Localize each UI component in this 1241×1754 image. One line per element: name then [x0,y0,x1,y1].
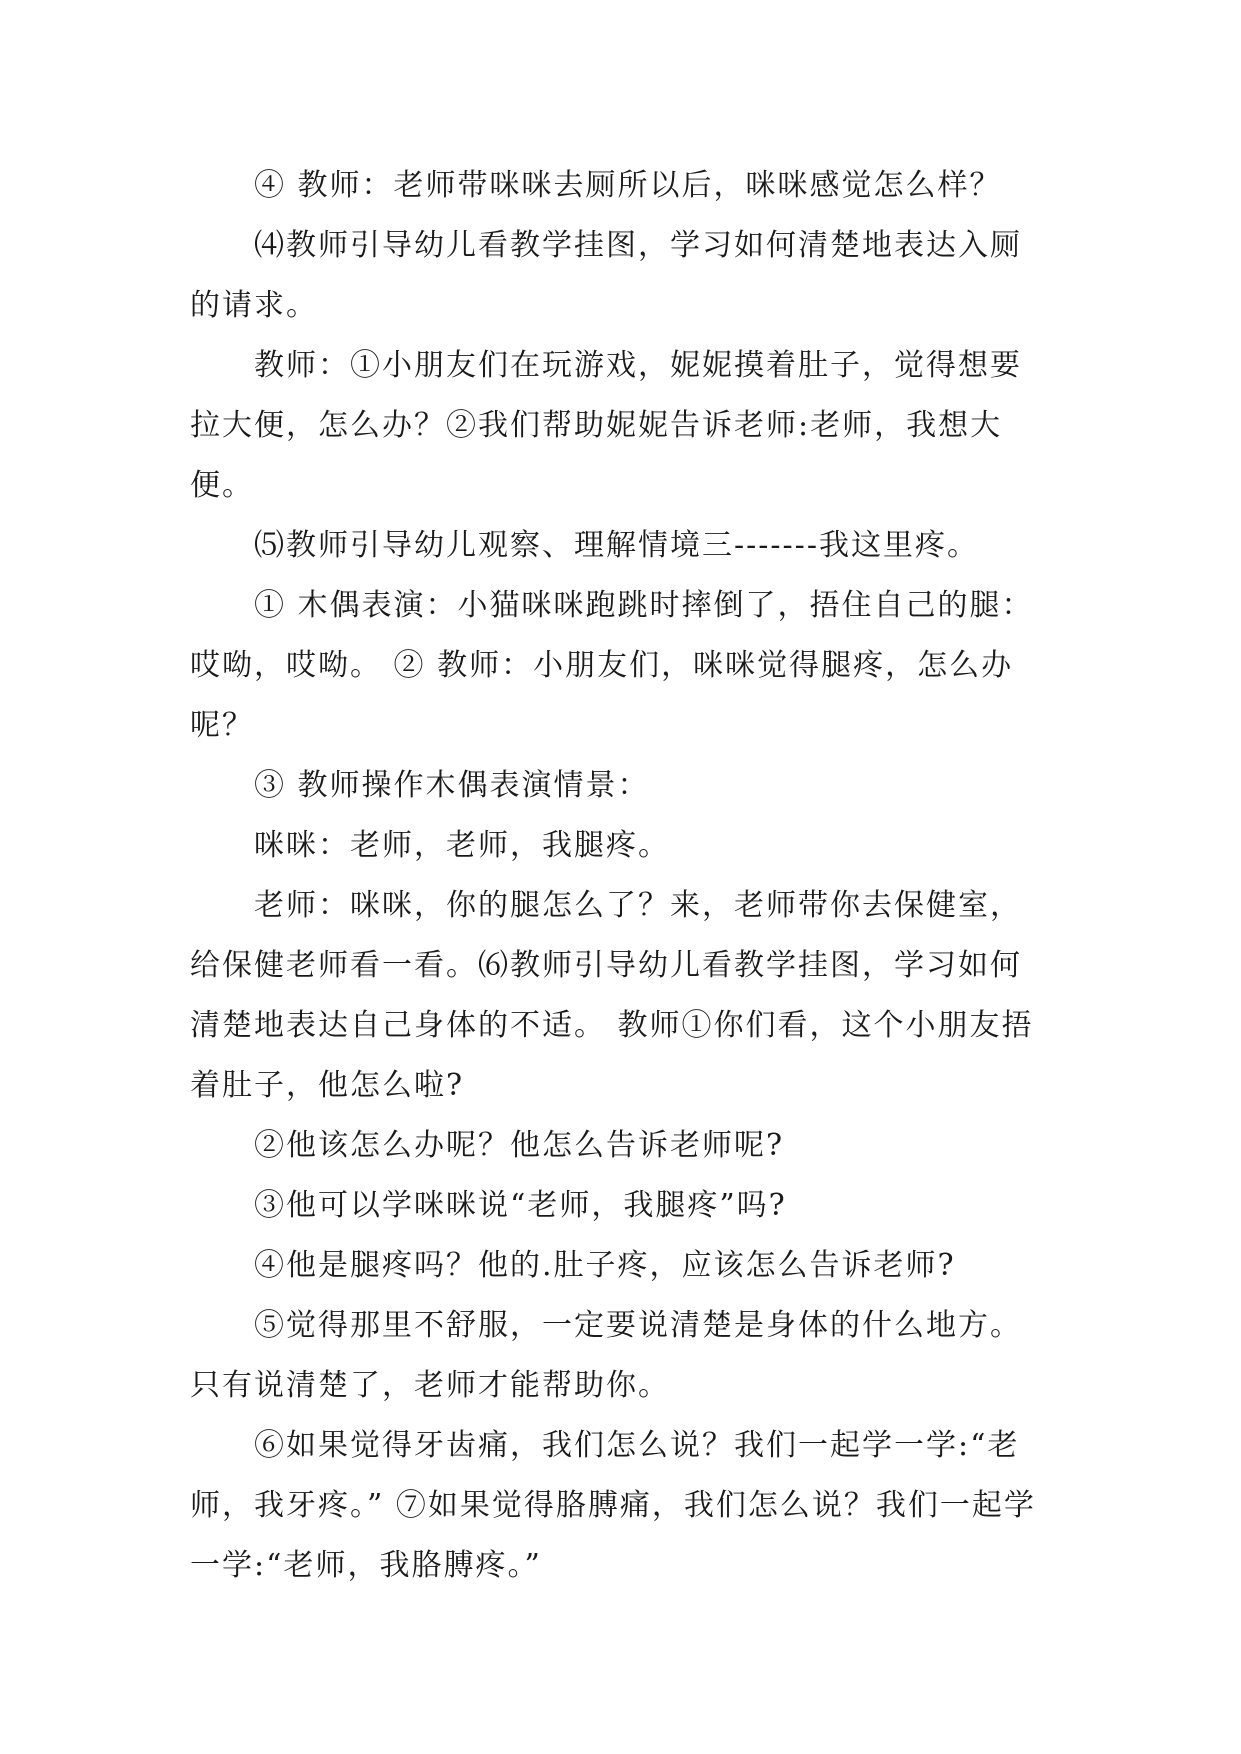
paragraph-13: ⑥如果觉得牙齿痛，我们怎么说？我们一起学一学:“老师，我牙疼。” ⑦如果觉得胳膊痛，我们怎么说？我们一起学一学:“老师，我胳膊疼。” [190,1428,1036,1583]
paragraph-4: ⑸教师引导幼儿观察、理解情境三-------我这里疼。 [254,528,979,563]
paragraph-3: 教师：①小朋友们在玩游戏，妮妮摸着肚子，觉得想要拉大便，怎么办？②我们帮助妮妮告诉老师:老师，我想大便。 [190,348,1022,503]
paragraph-2: ⑷教师引导幼儿看教学挂图，学习如何清楚地表达入厕的请求。 [190,228,1022,323]
paragraph-6: ③ 教师操作木偶表演情景： [254,768,650,803]
paragraph-8: 老师：咪咪，你的腿怎么了？来，老师带你去保健室，给保健老师看一看。⑹教师引导幼儿看教学挂图，学习如何清楚地表达自己身体的不适。 教师①你们看，这个小朋友捂着肚子，他怎么啦? [190,888,1034,1103]
paragraph-7: 咪咪：老师，老师，我腿疼。 [254,828,670,863]
paragraph-10: ③他可以学咪咪说“老师，我腿疼”吗? [254,1188,787,1223]
paragraph-5: ① 木偶表演：小猫咪咪跑跳时摔倒了，捂住自己的腿：哎呦，哎呦。 ② 教师：小朋友们，咪咪觉得腿疼，怎么办呢？ [190,588,1034,743]
paragraph-12: ⑤觉得那里不舒服，一定要说清楚是身体的什么地方。只有说清楚了，老师才能帮助你。 [190,1308,1022,1403]
paragraph-1: ④ 教师：老师带咪咪去厕所以后，咪咪感觉怎么样？ [254,168,1002,203]
paragraph-11: ④他是腿疼吗？他的.肚子疼，应该怎么告诉老师? [254,1248,956,1283]
paragraph-9: ②他该怎么办呢？他怎么告诉老师呢? [254,1128,785,1163]
